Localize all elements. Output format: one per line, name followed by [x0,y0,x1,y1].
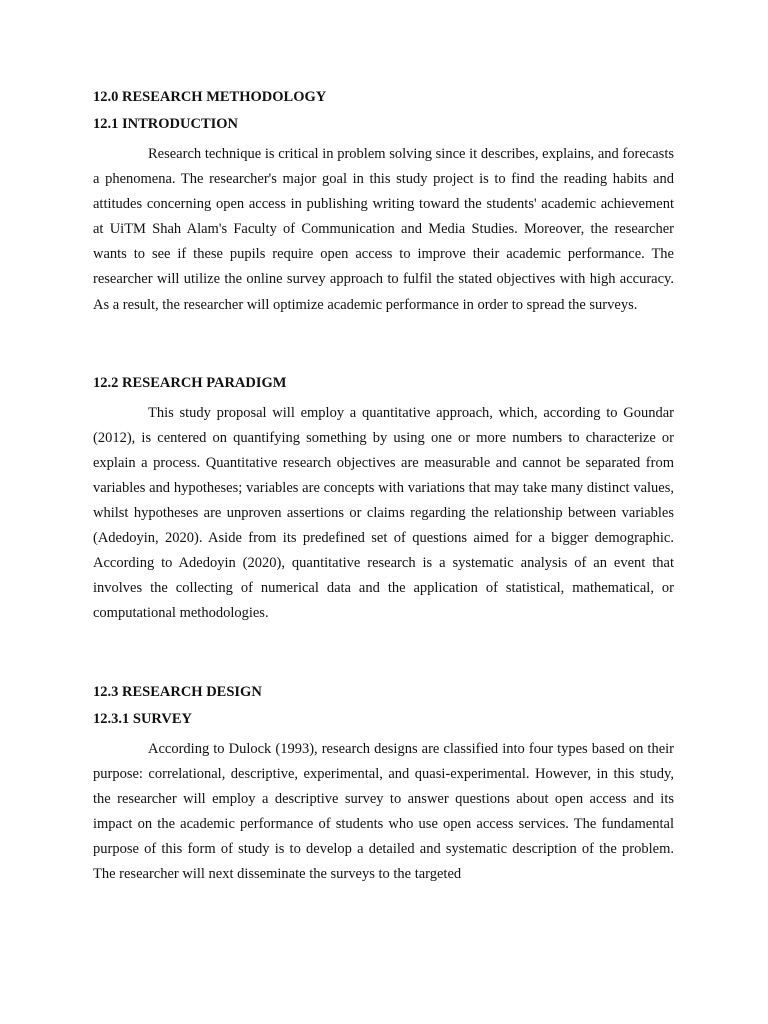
section-heading-research-design: 12.3 RESEARCH DESIGN [93,683,262,700]
introduction-paragraph: Research technique is critical in problem solving since it describes, explains, and forecasts a phenomena. The researcher's major goal in this study project is to find the reading habits and attitudes concerning open access in publishing writing toward the students' academic achievement at UiTM Shah Alam's Faculty of Communication and Media Studies. Moreover, the researcher wants to see if these pupils require open access to improve their academic performance. The researcher will utilize the online survey approach to fulfil the stated objectives with high accuracy. As a result, the researcher will optimize academic performance in order to spread the surveys. [93,146,674,313]
section-heading-research-methodology: 12.0 RESEARCH METHODOLOGY [93,89,327,105]
survey-paragraph: According to Dulock (1993), research designs are classified into four types based on their purpose: correlational, descriptive, experimental, and quasi-experimental. However, in this study, the researcher will employ a descriptive survey to answer questions about open access and its impact on the academic performance of students who use open access services. The fundamental purpose of this form of study is to develop a detailed and systematic description of the problem. The researcher will next disseminate the surveys to the targeted [93,740,674,882]
research-paradigm-paragraph: This study proposal will employ a quantitative approach, which, according to Goundar (2012), is centered on quantifying something by using one or more numbers to characterize or explain a process. Quantitative research objectives are measurable and cannot be separated from variables and hypotheses; variables are concepts with variations that may take many distinct values, whilst hypotheses are unproven assertions or claims regarding the relationship between variables (Adedoyin, 2020). Aside from its predefined set of questions aimed for a bigger demographic. According to Adedoyin (2020), quantitative research is a systematic analysis of an event that involves the collecting of numerical data and the application of statistical, mathematical, or computational methodologies. [93,404,674,622]
subsection-heading-survey: 12.3.1 SURVEY [93,710,192,727]
section-heading-introduction: 12.1 INTRODUCTION [93,116,239,132]
section-heading-research-paradigm: 12.2 RESEARCH PARADIGM [93,374,287,391]
